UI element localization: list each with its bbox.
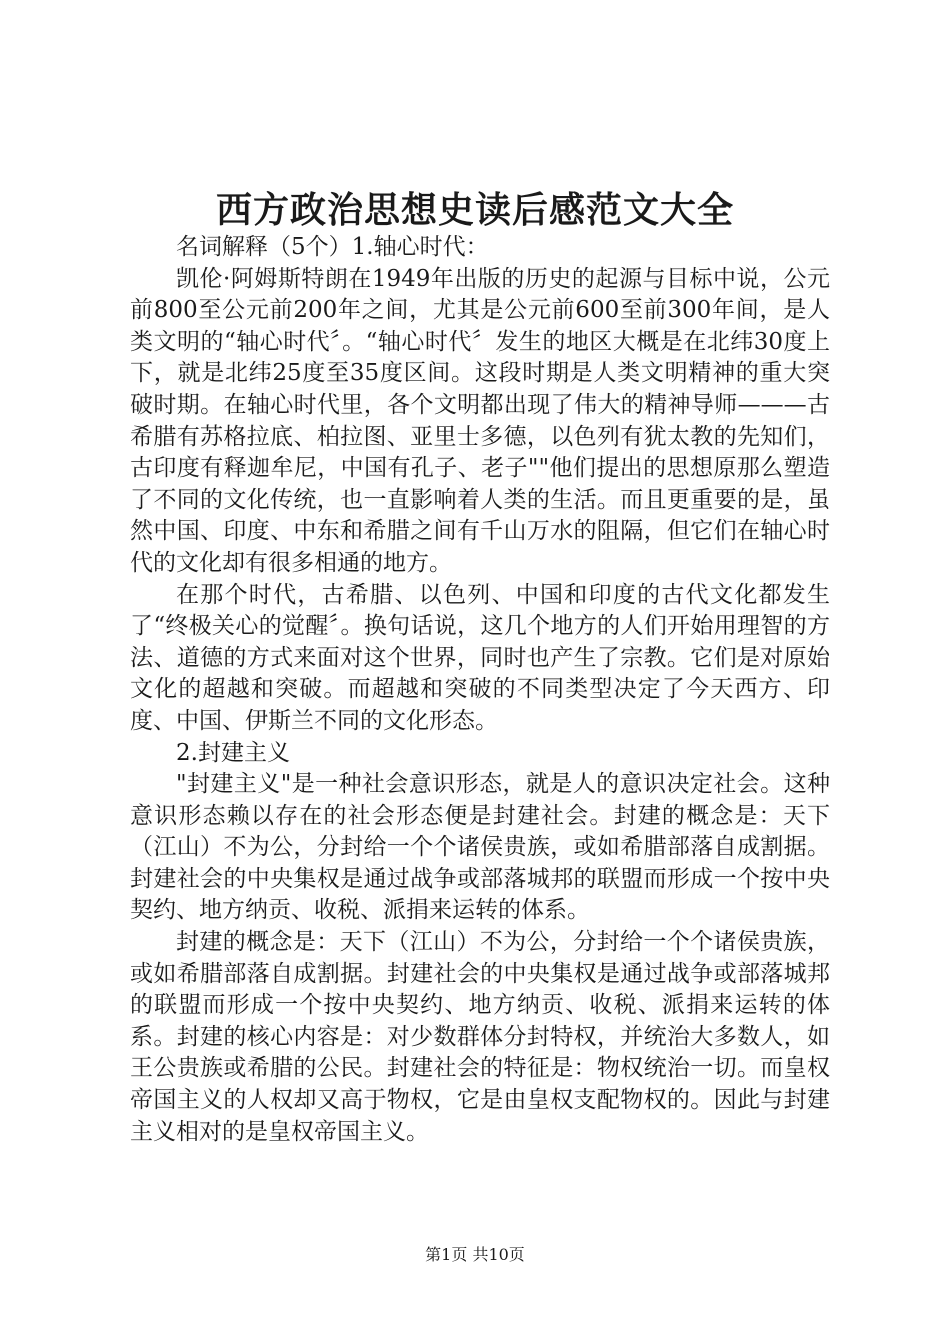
document-body xyxy=(130,232,830,1148)
paragraph: "封建主义"是一种社会意识形态，就是人的意识决定社会。这种意识形态赖以存在的社会形态便是封建社会。封建的概念是：天下（江山）不为公，分封给一个个诸侯贵族，或如希腊部落自成割据。封建社会的中央集权是通过战争或部落城邦的联盟而形成一个按中央契约、地方纳贡、收税、派捐来运转的体系。 xyxy=(130,771,830,924)
paragraph: 在那个时代，古希腊、以色列、中国和印度的古代文化都发生了“终极关心的觉醒〞。换句话说，这几个地方的人们开始用理智的方法、道德的方式来面对这个世界，同时也产生了宗教。它们是对原始文化的超越和突破。而超越和突破的不同类型决定了今天西方、印度、中国、伊斯兰不同的文化形态。 xyxy=(130,581,830,734)
paragraph: 名词解释（5个）1.轴心时代： xyxy=(176,234,489,260)
paragraph: 2.封建主义 xyxy=(176,739,290,766)
document-title: 西方政治思想史读后感范文大全 xyxy=(215,189,734,231)
paragraph: 凯伦·阿姆斯特朗在1949年出版的历史的起源与目标中说，公元前800至公元前200年之间，尤其是公元前600至前300年间，是人类文明的“轴心时代〞。“轴心时代〞发生的地区大概是在北纬30度上下，就是北纬25度至35度区间。这段时期是人类文明精神的重大突破时期。在轴心时代里，各个文明都出现了伟大的精神导师———古希腊有苏格拉底、柏拉图、亚里士多德，以色列有犹太教的先知们，古印度有释迦牟尼，中国有孔子、老子""他们提出的思想原那么塑造了不同的文化传统，也一直影响着人类的生活。而且更重要的是，虽然中国、印度、中东和希腊之间有千山万水的阻隔，但它们在轴心时代的文化却有很多相通的地方。 xyxy=(130,265,830,576)
paragraph: 封建的概念是：天下（江山）不为公，分封给一个个诸侯贵族，或如希腊部落自成割据。封建社会的中央集权是通过战争或部落城邦的联盟而形成一个按中央契约、地方纳贡、收税、派捐来运转的体系。封建的核心内容是：对少数群体分封特权，并统治大多数人，如王公贵族或希腊的公民。封建社会的特征是：物权统治一切。而皇权帝国主义的人权却又高于物权，它是由皇权支配物权的。因此与封建主义相对的是皇权帝国主义。 xyxy=(130,929,830,1145)
page-number-footer: 第1页 共10页 xyxy=(425,1245,525,1264)
